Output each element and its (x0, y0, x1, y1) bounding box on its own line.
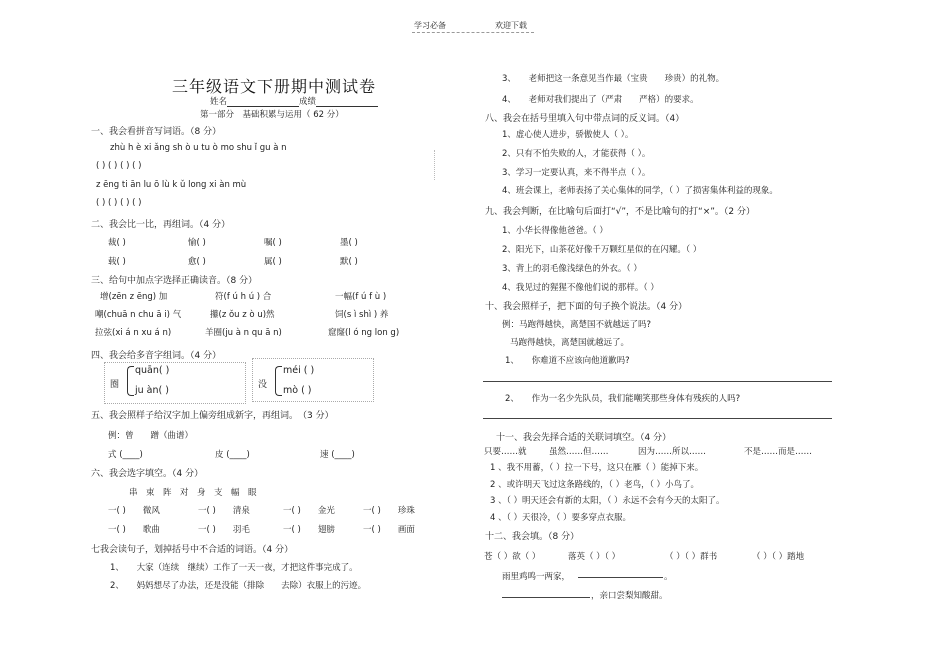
s3-item: 拉弦(xi á n xu á n) (95, 328, 172, 338)
header-right: 欢迎下载 (495, 21, 527, 30)
s4-reading: méi ( ) (283, 365, 315, 376)
s9-line: 2、阳光下，山茶花好像千万颗红星似的在闪耀。（ ） (502, 245, 702, 255)
s3-item: 饲(s ì shì ) 养 (335, 310, 389, 320)
part-heading: 第一部分 基础积累与运用（ 62 分） (200, 110, 344, 120)
s9-line: 3、背上的羽毛像浅绿色的外衣。（ ） (502, 264, 642, 274)
s4-reading: ju àn( ) (135, 385, 169, 396)
s9-line: 4、我见过的猩猩不像他们说的那样。（ ） (502, 283, 659, 293)
fill-blank[interactable] (578, 577, 663, 578)
s11-word: 虽然……但…… (549, 447, 609, 457)
s9-heading: 九、我会判断，在比喻句后面打“√”，不是比喻句的打“×”。（2 分） (485, 207, 756, 217)
s7-line: 3、 老师把这一条意见当作最（宝贵 珍贵）的礼物。 (502, 74, 725, 84)
s11-line: 2 、或许明天飞过这条路线的，（ ）老鸟，（ ）小鸟了。 (490, 480, 700, 490)
s12-period: 。 (664, 572, 673, 582)
name-label: 姓名 (210, 97, 228, 107)
page-title: 三年级语文下册期中测试卷 (172, 77, 377, 96)
s4-heading: 四、我会给多音字组词。（4 分） (91, 351, 222, 361)
s2-item: 愉( ) (188, 238, 206, 248)
s1-pinyin-row1: zhù h è xi ǎng sh ò u tu ò mo shu ǐ gu à n (110, 143, 287, 153)
s11-word: 只要……就 (484, 447, 527, 457)
s12-item: 落英（ ）（ ） (568, 552, 621, 562)
s6-item: 一( ) 翅膀 (283, 525, 335, 535)
s10-heading: 十、我会照样子，把下面的句子换个说法。（4 分） (485, 302, 688, 312)
s5-heading: 五、我会照样子给汉字加上偏旁组成新字，再组词。 （3 分） (91, 411, 334, 421)
s12-line-text: ，亲口尝梨知酸甜。 (591, 591, 668, 601)
s2-item: 载( ) (108, 257, 126, 267)
name-score-line (210, 95, 378, 107)
s4-reading: mò ( ) (283, 385, 312, 396)
s1-blanks-row2: ( ) ( ) ( ) ( ) (96, 198, 142, 208)
s7-line: 1、 大家（连续 继续）工作了一天一夜，才把这件事完成了。 (110, 563, 358, 573)
s3-item: 窟窿(l ó ng lon g) (328, 328, 400, 338)
s3-item: 攥(z ǒu z ò u)然 (210, 310, 275, 320)
s8-heading: 八、我会在括号里填入句中带点词的反义词。（4） (485, 114, 685, 124)
s5-item: 式 (____) (108, 450, 143, 460)
s11-heading: 十一、我会先择合适的关联词填空。（4 分） (496, 433, 672, 443)
s11-word: 因为……所以…… (638, 447, 707, 457)
s3-item: 一幅(f ú f ù ) (335, 292, 387, 302)
s3-heading: 三、给句中加点字选择正确读音。（8 分） (91, 276, 258, 286)
s1-blanks-row1: ( ) ( ) ( ) ( ) (96, 161, 142, 171)
s10-example-answer: 马跑得越快，离楚国就越远了。 (510, 338, 630, 348)
s4-box-1 (104, 362, 246, 404)
s3-item: 嘲(chuā n chu ā i) 气 (95, 310, 182, 320)
s5-example: 例：曾 蹭（曲谱） (108, 431, 194, 441)
s6-heading: 六、我会选字填空。（4 分） (91, 469, 204, 479)
s8-line: 3、学习一定要认真，来不得半点（ ）。 (502, 168, 651, 178)
s6-item: 一( ) 金光 (283, 506, 335, 516)
s6-item: 一( ) 歌曲 (108, 525, 160, 535)
s6-item: 一( ) 微风 (108, 506, 160, 516)
s3-item: 羊圈(ju à n qu ā n) (205, 328, 282, 338)
header-left: 学习必备 (414, 21, 446, 30)
s4-reading: quān( ) (135, 365, 170, 376)
header-rule (412, 32, 534, 33)
s6-item: 一( ) 羽毛 (198, 525, 250, 535)
fill-blank[interactable] (502, 597, 590, 598)
s7-heading: 七我会读句子，划掉括号中不合适的词语。（4 分） (91, 545, 294, 555)
s6-item: 一( ) 清泉 (198, 506, 250, 516)
s4-char-2: 没 (258, 380, 268, 390)
s11-line: 3 、（ ）明天还会有新的太阳，（ ）永远不会有今天的太阳了。 (490, 496, 725, 506)
column-divider (434, 150, 435, 180)
s7-line: 2、 妈妈想尽了办法，还是没能（排除 去除）衣服上的污迹。 (110, 581, 367, 591)
s2-item: 嘱( ) (264, 238, 282, 248)
s5-item: 皮 (____) (215, 450, 250, 460)
s5-item: 速 (____) (320, 450, 355, 460)
s4-brace-1 (127, 366, 134, 396)
s8-line: 1、虚心使人进步，骄傲使人（ ）。 (502, 130, 634, 140)
s10-question: 2、 作为一名少先队员，我们能嘲笑那些身体有残疾的人吗? (505, 394, 741, 404)
s11-word: 不是……而是…… (744, 447, 813, 457)
s9-line: 1、小华长得像他爸爸。（ ） (502, 226, 608, 236)
s10-question: 1、 你难道不应该向他道歉吗? (505, 356, 630, 366)
s12-item: 苍（ ）欲（ ） (484, 552, 541, 562)
s4-brace-2 (275, 366, 282, 396)
answer-line[interactable] (483, 381, 832, 382)
name-blank[interactable] (227, 96, 299, 107)
s12-line-text: 雨里鸡鸣一两家， (502, 572, 571, 582)
s6-chars: 串 束 阵 对 身 支 幅 眼 (129, 488, 257, 498)
s11-line: 1 、我不用蓄，（ ）拉一下号，这只在雁（ ）能掉下来。 (490, 463, 704, 473)
s2-item: 墨( ) (340, 238, 358, 248)
s11-line: 4 、（ ）天很冷，（ ）要多穿点衣服。 (490, 513, 632, 523)
s2-item: 愈( ) (188, 257, 206, 267)
s1-pinyin-row2: z ēng ti ān lu ō lù k ǔ long xi àn mù (96, 180, 247, 190)
s2-heading: 二、我会比一比，再组词。（4 分） (91, 220, 231, 230)
s12-heading: 十二、我会填。（8 分） (485, 532, 580, 542)
s12-item: （ ）（ ）踏地 (752, 552, 805, 562)
s8-line: 4、班会课上，老师表扬了关心集体的同学，（ ）了损害集体利益的现象。 (502, 186, 778, 196)
score-label: 成绩 (299, 97, 317, 107)
s4-char-1: 圈 (110, 380, 120, 390)
s2-item: 属( ) (264, 257, 282, 267)
s1-heading: 一、我会看拼音写词语。（8 分） (91, 127, 222, 137)
s3-item: 增(zēn z ēng) 加 (100, 292, 168, 302)
s3-item: 符(f ú h ú ) 合 (215, 292, 272, 302)
s10-example: 例：马跑得越快，离楚国不就越远了吗? (502, 320, 652, 330)
answer-line[interactable] (483, 418, 832, 419)
s2-item: 默( ) (340, 257, 358, 267)
s6-item: 一( ) 珍珠 (363, 506, 415, 516)
s2-item: 裁( ) (108, 238, 126, 248)
s12-item: （ ）（ ）群书 (665, 552, 718, 562)
score-blank[interactable] (316, 96, 378, 107)
s6-item: 一( ) 画面 (363, 525, 415, 535)
s8-line: 2、只有不怕失败的人，才能获得（ ）。 (502, 149, 651, 159)
s7-line: 4、 老师对我们提出了（严肃 严格）的要求。 (502, 95, 699, 105)
